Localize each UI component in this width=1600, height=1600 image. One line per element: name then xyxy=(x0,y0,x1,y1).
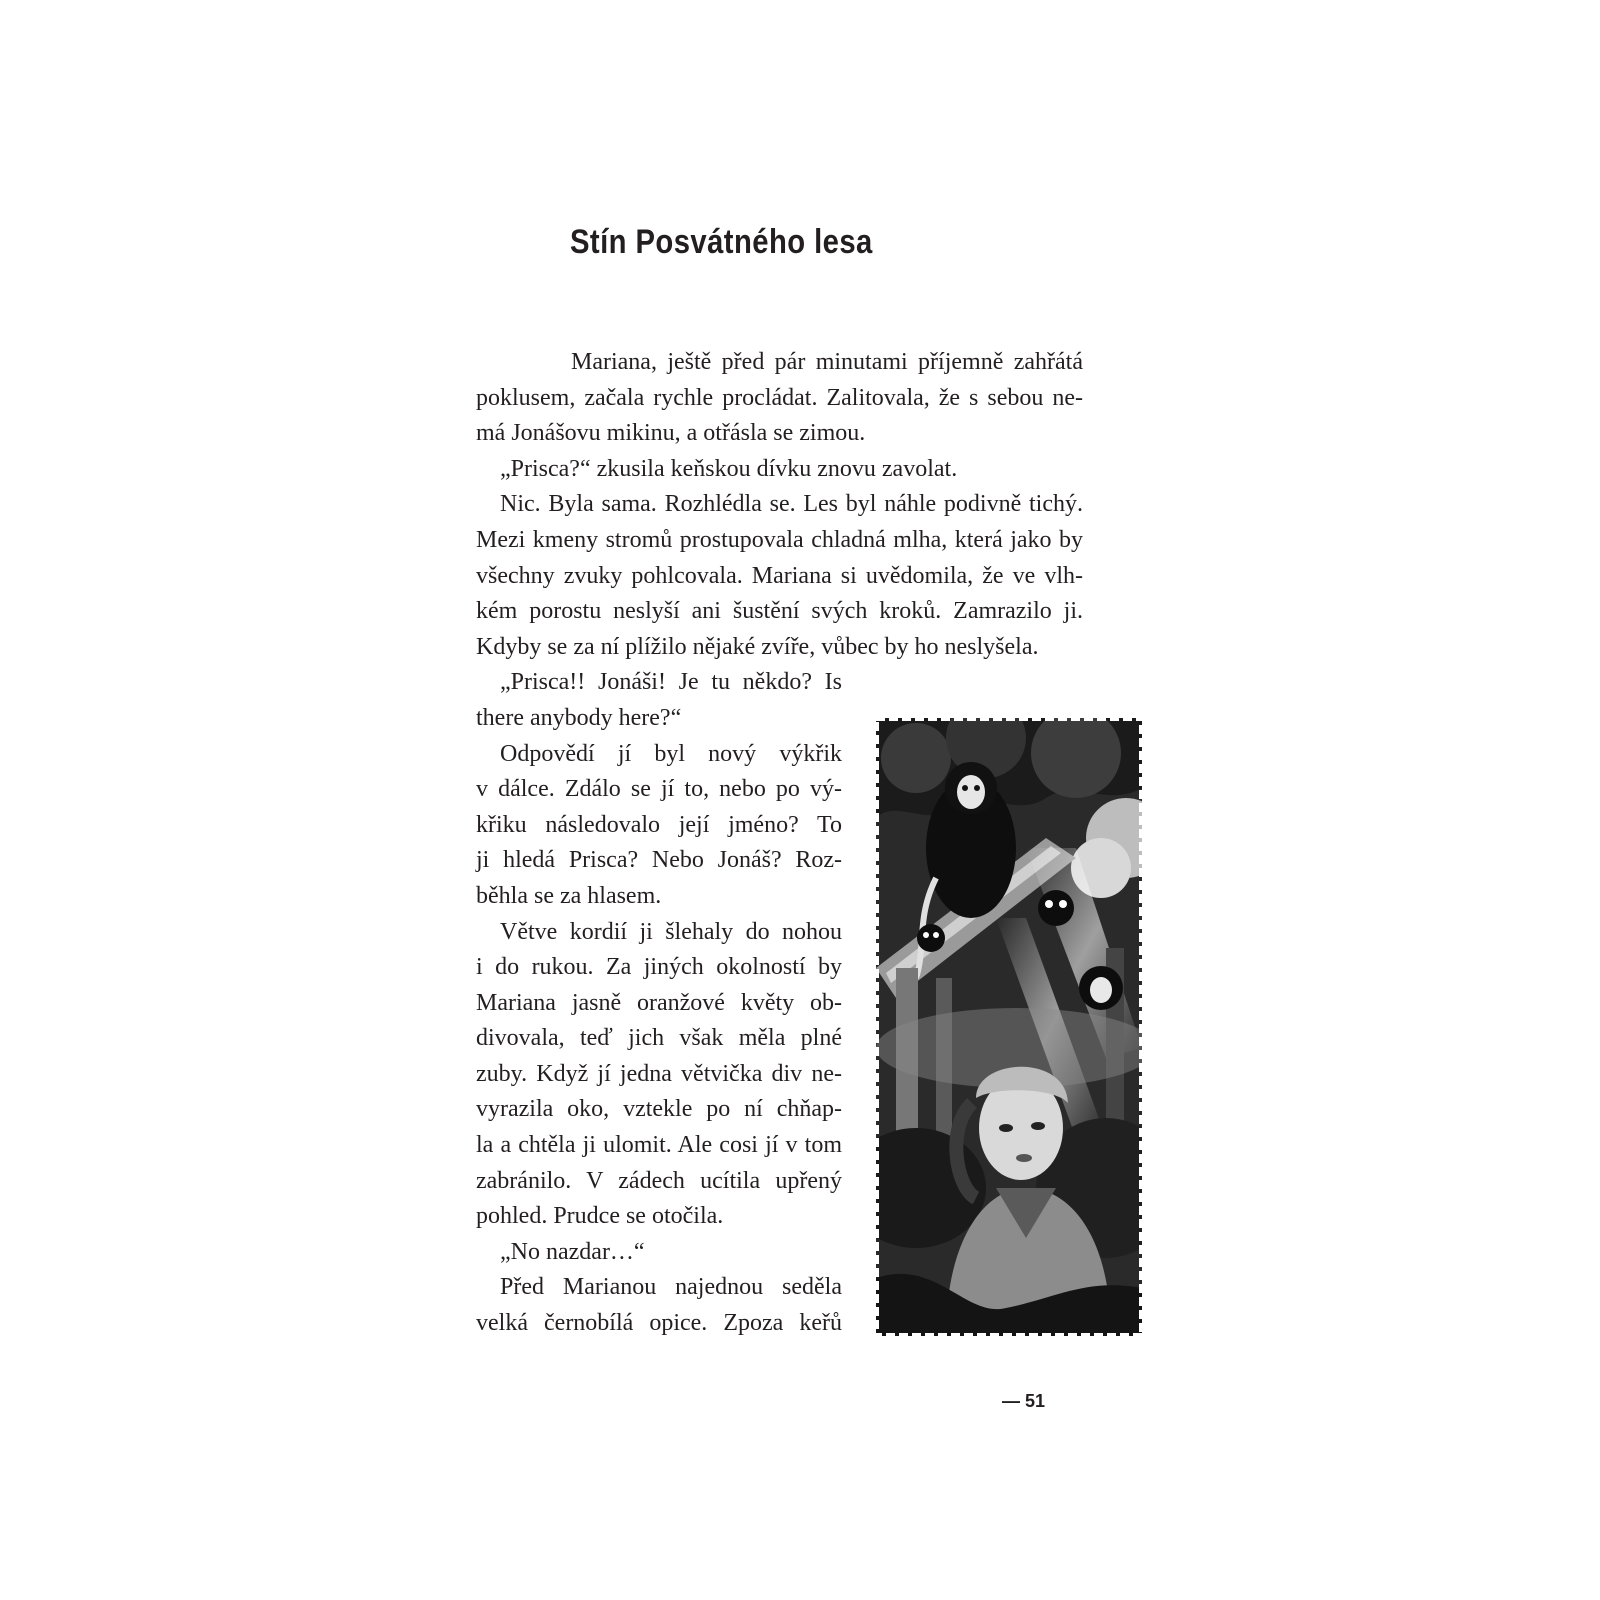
text-line: Mariana, ještě před pár minutami příjemně zahřátá xyxy=(571,349,1083,375)
text-line: „Prisca!! Jonáši! Je tu někdo? Is xyxy=(500,669,842,696)
text-line: ji hledá Prisca? Nebo Jonáš? Roz- xyxy=(476,847,842,874)
page-title: Stín Posvátného lesa xyxy=(570,223,873,261)
text-line: zabránilo. V zádech ucítila upřený xyxy=(476,1167,842,1194)
text-line: „Prisca?“ zkusila keňskou dívku znovu zavolat. xyxy=(500,455,958,482)
forest-monkey-girl-illustration xyxy=(876,718,1142,1336)
text-line: „No nazdar…“ xyxy=(500,1238,645,1265)
text-line: Mariana jasně oranžové květy ob- xyxy=(476,989,842,1016)
text-line: má Jonášovu mikinu, a otřásla se zimou. xyxy=(476,420,866,447)
text-line: všechny zvuky pohlcovala. Mariana si uvědomila, že ve vlh- xyxy=(476,562,1083,589)
text-line: v dálce. Zdálo se jí to, nebo po vý- xyxy=(476,776,842,803)
text-line: Kdyby se za ní plížilo nějaké zvíře, vůbec by ho neslyšela. xyxy=(476,633,1039,660)
text-line: divovala, teď jich však měla plné xyxy=(476,1025,842,1052)
text-line: zuby. Když jí jedna větvička div ne- xyxy=(476,1060,842,1087)
text-line: velká černobílá opice. Zpoza keřů xyxy=(476,1310,842,1337)
text-line: there anybody here?“ xyxy=(476,704,682,731)
page-number: — 51 xyxy=(1002,1391,1046,1411)
text-line: kém porostu neslyší ani šustění svých kroků. Zamrazilo ji. xyxy=(476,598,1083,625)
text-line: la a chtěla ji ulomit. Ale cosi jí v tom xyxy=(476,1132,842,1159)
text-line: vyrazila oko, vztekle po ní chňap- xyxy=(476,1096,842,1123)
text-line: křiku následovalo její jméno? To xyxy=(476,811,842,838)
text-line: Větve kordií ji šlehaly do nohou xyxy=(500,918,842,945)
text-line: Odpovědí jí byl nový výkřik xyxy=(500,740,842,767)
text-line: Nic. Byla sama. Rozhlédla se. Les byl náhle podivně tichý. xyxy=(500,491,1083,518)
text-line: Mezi kmeny stromů prostupovala chladná mlha, která jako by xyxy=(476,526,1083,553)
text-line: poklusem, začala rychle procládat. Zalitovala, že s sebou ne- xyxy=(476,384,1083,411)
text-line: běhla se za hlasem. xyxy=(476,882,662,909)
text-line: i do rukou. Za jiných okolností by xyxy=(476,954,842,981)
text-line: Před Marianou najednou seděla xyxy=(500,1274,842,1301)
text-line: pohled. Prudce se otočila. xyxy=(476,1203,724,1230)
